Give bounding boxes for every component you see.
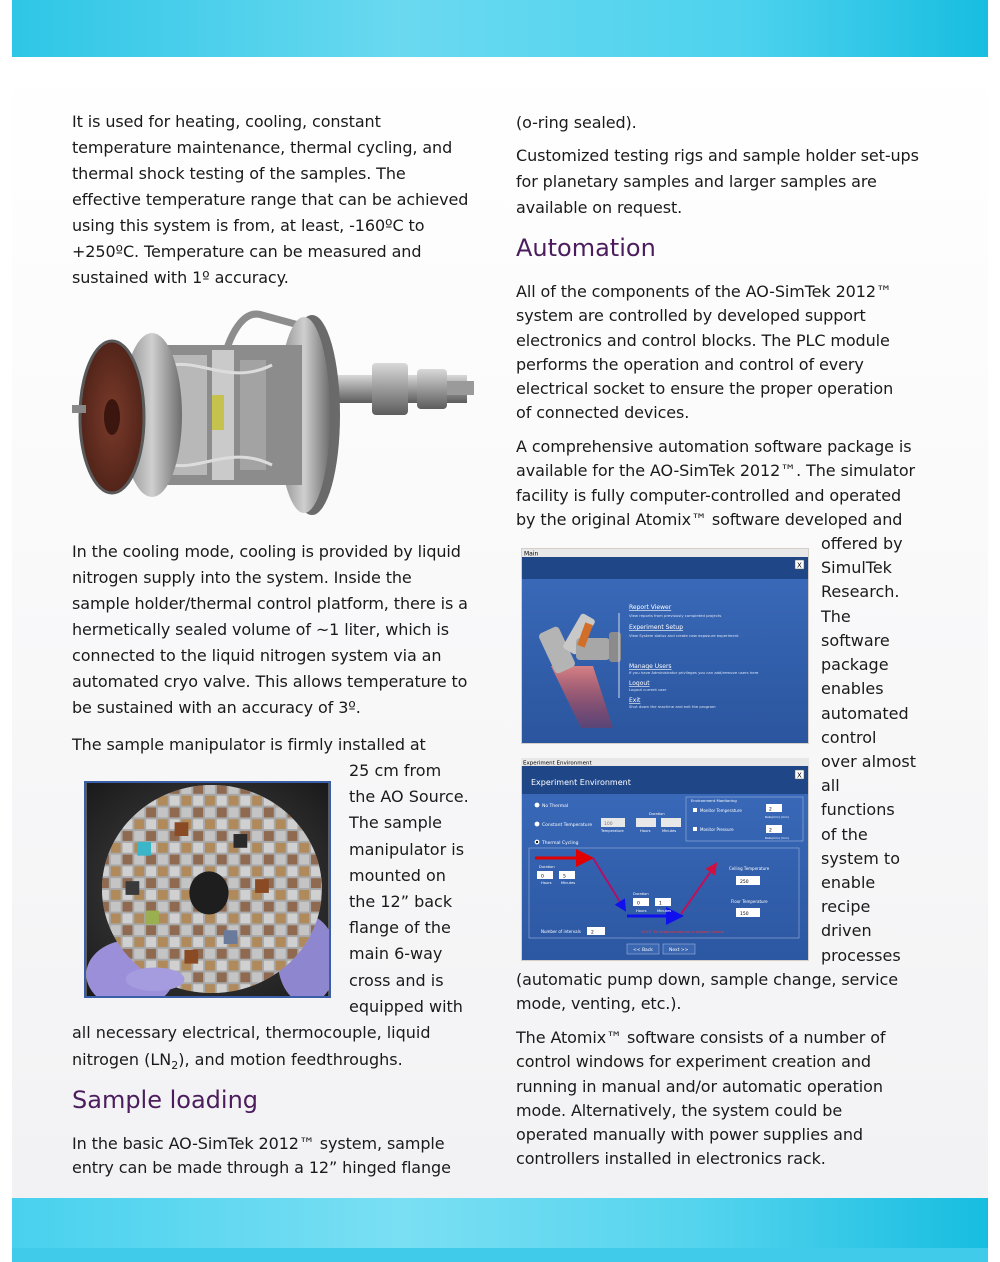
continued-text: (o-ring sealed). [516, 113, 637, 132]
back-button-label: << Back [633, 948, 653, 953]
cycle-hours-label: Hours [541, 881, 552, 885]
wrap-line: processes [821, 946, 901, 965]
wrap-line: flange of the [349, 918, 451, 937]
wrap-line: package [821, 655, 889, 674]
wrap-line: over almost [821, 752, 916, 771]
manage-users-link[interactable]: Manage Users [629, 663, 672, 670]
wrap-line: The [821, 607, 851, 626]
experiment-setup-link[interactable]: Experiment Setup [629, 624, 684, 631]
report-viewer-desc: View reports from previously completed projects [629, 613, 722, 618]
monitor-pressure-checkbox[interactable] [693, 827, 697, 831]
manipulator-end-line-2 [72, 1048, 403, 1078]
temperature-label: Temperature [601, 829, 624, 833]
cycle-hours-value: 0 [541, 874, 544, 880]
cycle-duration-label: Duration [539, 865, 555, 869]
ln2-subscript: 2 [171, 1059, 179, 1073]
automation-paragraph-3: The Atomix™ software consists of a number of control windows for experiment creation and running in manual and/or automatic operation mode. Alternatively, the system could be operated manually with power supplies and controllers installed in electronics rack. [516, 1028, 886, 1169]
automation-heading: Automation [516, 234, 656, 262]
wrap-line: control [821, 728, 877, 747]
logout-desc: Logout current user [629, 687, 667, 692]
experiment-setup-desc: View System status and create new exposure experiment [629, 633, 739, 638]
bottom-band [12, 1198, 988, 1248]
wrap-line: SimulTek [821, 558, 892, 577]
custom-rigs-paragraph: Customized testing rigs and sample holder set-ups for planetary samples and larger samples are available on request. [516, 146, 919, 217]
monitor-pressure-label: Monitor Pressure [700, 827, 734, 832]
floor-temp-value: 150 [740, 912, 749, 917]
wrap-line: 25 cm from [349, 761, 442, 780]
wrap-line: enable [821, 873, 876, 892]
minutes-label-top: Minutes [662, 829, 677, 833]
constant-temp-value: 100 [604, 822, 613, 827]
wrap-line: Research. [821, 582, 900, 601]
wrap-line: main 6-way [349, 944, 443, 963]
option-no-thermal: No Thermal [542, 804, 569, 809]
monitor-pressure-rate-value: 2 [769, 828, 772, 834]
floor-hours-label: Hours [636, 909, 647, 913]
manage-users-desc: If you have Administrator privileges you can add/remove users here [629, 670, 759, 675]
floor-hours-input[interactable] [633, 898, 649, 906]
experiment-environment-screenshot [521, 758, 809, 961]
env-header: Experiment Environment [531, 778, 631, 787]
wrap-line: the 12” back [349, 892, 453, 911]
wrap-line: the AO Source. [349, 787, 469, 806]
ln2-text-b: ), and motion feedthroughs. [178, 1050, 403, 1069]
intervals-value: 2 [591, 930, 594, 936]
constant-hours-input[interactable] [636, 818, 656, 827]
floor-hours-value: 0 [637, 901, 640, 907]
next-button-label: Next >> [669, 948, 689, 953]
option-thermal-cycling: Thermal Cycling [542, 841, 579, 846]
floor-minutes-value: 1 [659, 901, 662, 907]
ln2-text-a: nitrogen (LN [72, 1050, 172, 1069]
main-window-screenshot [521, 548, 809, 744]
cycle-hours-input[interactable] [537, 871, 553, 879]
intro-paragraph: It is used for heating, cooling, constant temperature maintenance, thermal cycling, and thermal shock testing of the samples. The effective temperature range that can be achieved using this system is from, at least, -160ºC to +250ºC. Temperature can be measured and sustained with 1º accuracy. [72, 112, 469, 287]
floor-temp-label: Floor Temperature [731, 899, 768, 904]
sample-disk-photo [84, 781, 331, 998]
sample-loading-paragraph: In the basic AO-SimTek 2012™ system, sample entry can be made through a 12” hinged flange [72, 1134, 451, 1178]
cooling-paragraph: In the cooling mode, cooling is provided by liquid nitrogen supply into the system. Inside the sample holder/thermal control platform, there is a hermetically sealed volume of ~1 liter, which is connected to the liquid nitrogen system via an automated cryo valve. This allows temperature to be sustained with an accuracy of 3º. [72, 542, 468, 717]
cycle-minutes-value: 5 [563, 874, 566, 880]
ceiling-temp-label: Ceiling Temperature [729, 866, 770, 871]
constant-minutes-input[interactable] [661, 818, 681, 827]
exit-desc: Shut down the machine and exit the program [629, 704, 716, 709]
logout-link[interactable]: Logout [629, 680, 650, 687]
floor-duration-label: Duration [633, 892, 649, 896]
monitor-temp-checkbox[interactable] [693, 808, 697, 812]
radio-no-thermal[interactable] [535, 803, 540, 808]
env-close-label: X [797, 771, 802, 780]
monitoring-title: Environment Monitoring [691, 798, 737, 803]
wrap-line: enables [821, 679, 884, 698]
automation-paragraph-2-end: (automatic pump down, sample change, service mode, venting, etc.). [516, 970, 898, 1014]
report-viewer-link[interactable]: Report Viewer [629, 604, 672, 611]
sample-loading-heading: Sample loading [72, 1086, 259, 1114]
top-band [12, 0, 988, 57]
duration-label-top: Duration [649, 812, 665, 816]
monitor-temp-rate-value: 2 [769, 807, 772, 813]
wrap-line: cross and is [349, 971, 444, 990]
floor-minutes-input[interactable] [655, 898, 671, 906]
wrap-line: recipe [821, 897, 871, 916]
bottom-band-edge [12, 1248, 988, 1262]
option-constant-temperature: Constant Temperature [542, 823, 593, 828]
intervals-label: Number of intervals [541, 929, 581, 934]
wrap-line: equipped with [349, 997, 463, 1016]
ceiling-temp-value: 250 [740, 880, 749, 885]
main-window-title: Main [524, 550, 539, 558]
wrap-line: all [821, 776, 840, 795]
celsius-note: NOTE: All temperatures are in degrees Celsius [641, 930, 725, 934]
main-close-label: X [797, 561, 802, 570]
cycle-minutes-input[interactable] [559, 871, 575, 879]
exit-link[interactable]: Exit [629, 697, 641, 704]
floor-minutes-label: Minutes [657, 909, 672, 913]
radio-constant-temperature[interactable] [535, 822, 540, 827]
wrap-line: functions [821, 800, 895, 819]
wrap-line: system to [821, 849, 900, 868]
wrap-line: The sample [349, 813, 443, 832]
wrap-line: driven [821, 921, 872, 940]
cycle-minutes-label: Minutes [561, 881, 576, 885]
wrap-line: manipulator is [349, 840, 465, 859]
automation-paragraph-2: A comprehensive automation software package is available for the AO-SimTek 2012™. The simulator facility is fully computer-controlled and operated by the original Atomix™ software developed and [516, 437, 915, 529]
wrap-line: automated [821, 704, 909, 723]
monitor-temp-label: Monitor Temperature [700, 808, 742, 813]
wrap-line: offered by [821, 534, 903, 553]
wrap-line: of the [821, 825, 868, 844]
monitor-temp-rate-label: Rate(min) (min) [765, 815, 789, 819]
wrap-line: mounted on [349, 866, 446, 885]
thermal-platform-figure [72, 305, 474, 520]
hours-label-top: Hours [640, 829, 651, 833]
manipulator-end-line-1: all necessary electrical, thermocouple, liquid [72, 1023, 431, 1042]
monitor-pressure-rate-label: Rate(min) (min) [765, 836, 789, 840]
automation-paragraph-1: All of the components of the AO-SimTek 2012™ system are controlled by developed support electronics and control blocks. The PLC module performs the operation and control of every electrical socket to ensure the proper operation of connected devices. [516, 282, 894, 423]
wrap-line: software [821, 631, 890, 650]
manipulator-first-line: The sample manipulator is firmly installed at [72, 735, 426, 754]
env-window-title: Experiment Environment [523, 760, 592, 767]
intervals-input[interactable] [587, 927, 605, 935]
